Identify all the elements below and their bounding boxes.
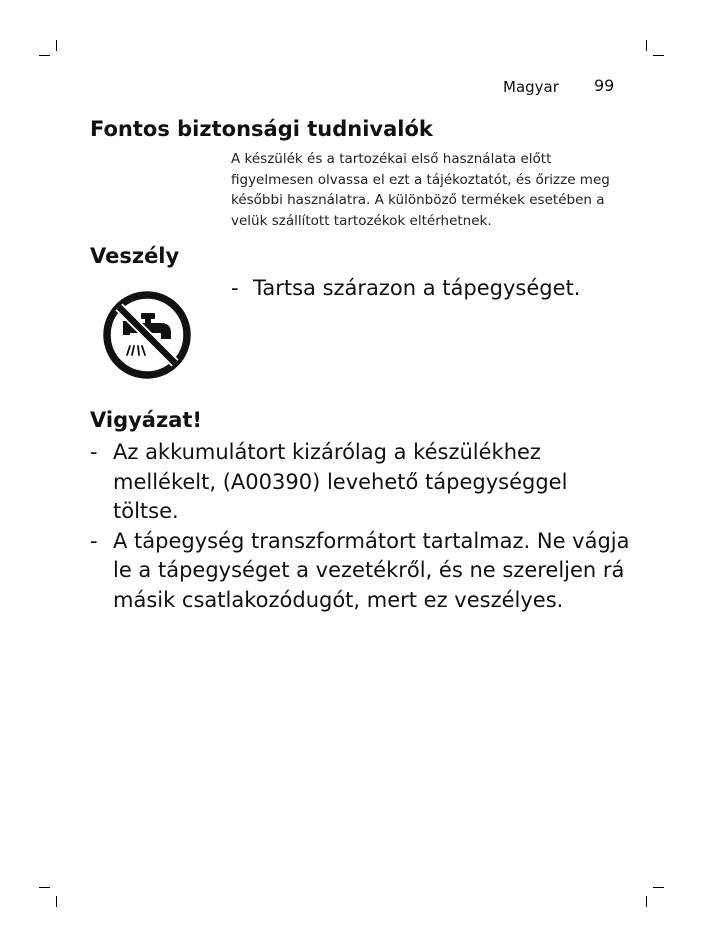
crop-mark — [39, 887, 50, 888]
crop-mark — [39, 55, 50, 56]
caution-item-text: A tápegység transzformátort tartalmaz. Ne vágja le a tápegységet a vezetékről, és ne szereljen rá másik csatlakozódugót, mert ez veszélyes. — [113, 528, 630, 612]
crop-mark — [56, 896, 57, 907]
crop-mark — [56, 40, 57, 51]
caution-item-text: Az akkumulátort kizárólag a készülékhez mellékelt, (A00390) levehető tápegységgel töltse. — [113, 440, 568, 523]
caution-title: Vigyázat! — [90, 408, 202, 432]
water-drops-icon — [127, 346, 145, 355]
bullet-dash: - — [231, 276, 239, 300]
caution-list — [90, 438, 630, 615]
crop-mark — [646, 896, 647, 907]
crop-mark — [653, 55, 664, 56]
safety-title: Fontos biztonsági tudnivalók — [90, 117, 433, 141]
safety-intro: A készülék és a tartozékai első használata előtt figyelmesen olvassa el ezt a tájékoztatót, és őrizze meg későbbi használatra. A különböző termékek esetében a velük szállított tartozékok eltérhetnek. — [231, 151, 610, 229]
crop-mark — [653, 887, 664, 888]
no-water-tap-icon — [101, 289, 193, 381]
bullet-dash: - — [90, 528, 98, 553]
page-language: Magyar — [503, 78, 559, 96]
caution-item — [90, 527, 630, 616]
crop-mark — [646, 40, 647, 51]
page-number: 99 — [594, 76, 615, 95]
caution-item — [90, 438, 630, 527]
danger-item — [231, 274, 580, 302]
bullet-dash: - — [90, 440, 98, 464]
danger-title: Veszély — [90, 244, 180, 268]
danger-item-text: Tartsa szárazon a tápegységet. — [253, 276, 581, 300]
